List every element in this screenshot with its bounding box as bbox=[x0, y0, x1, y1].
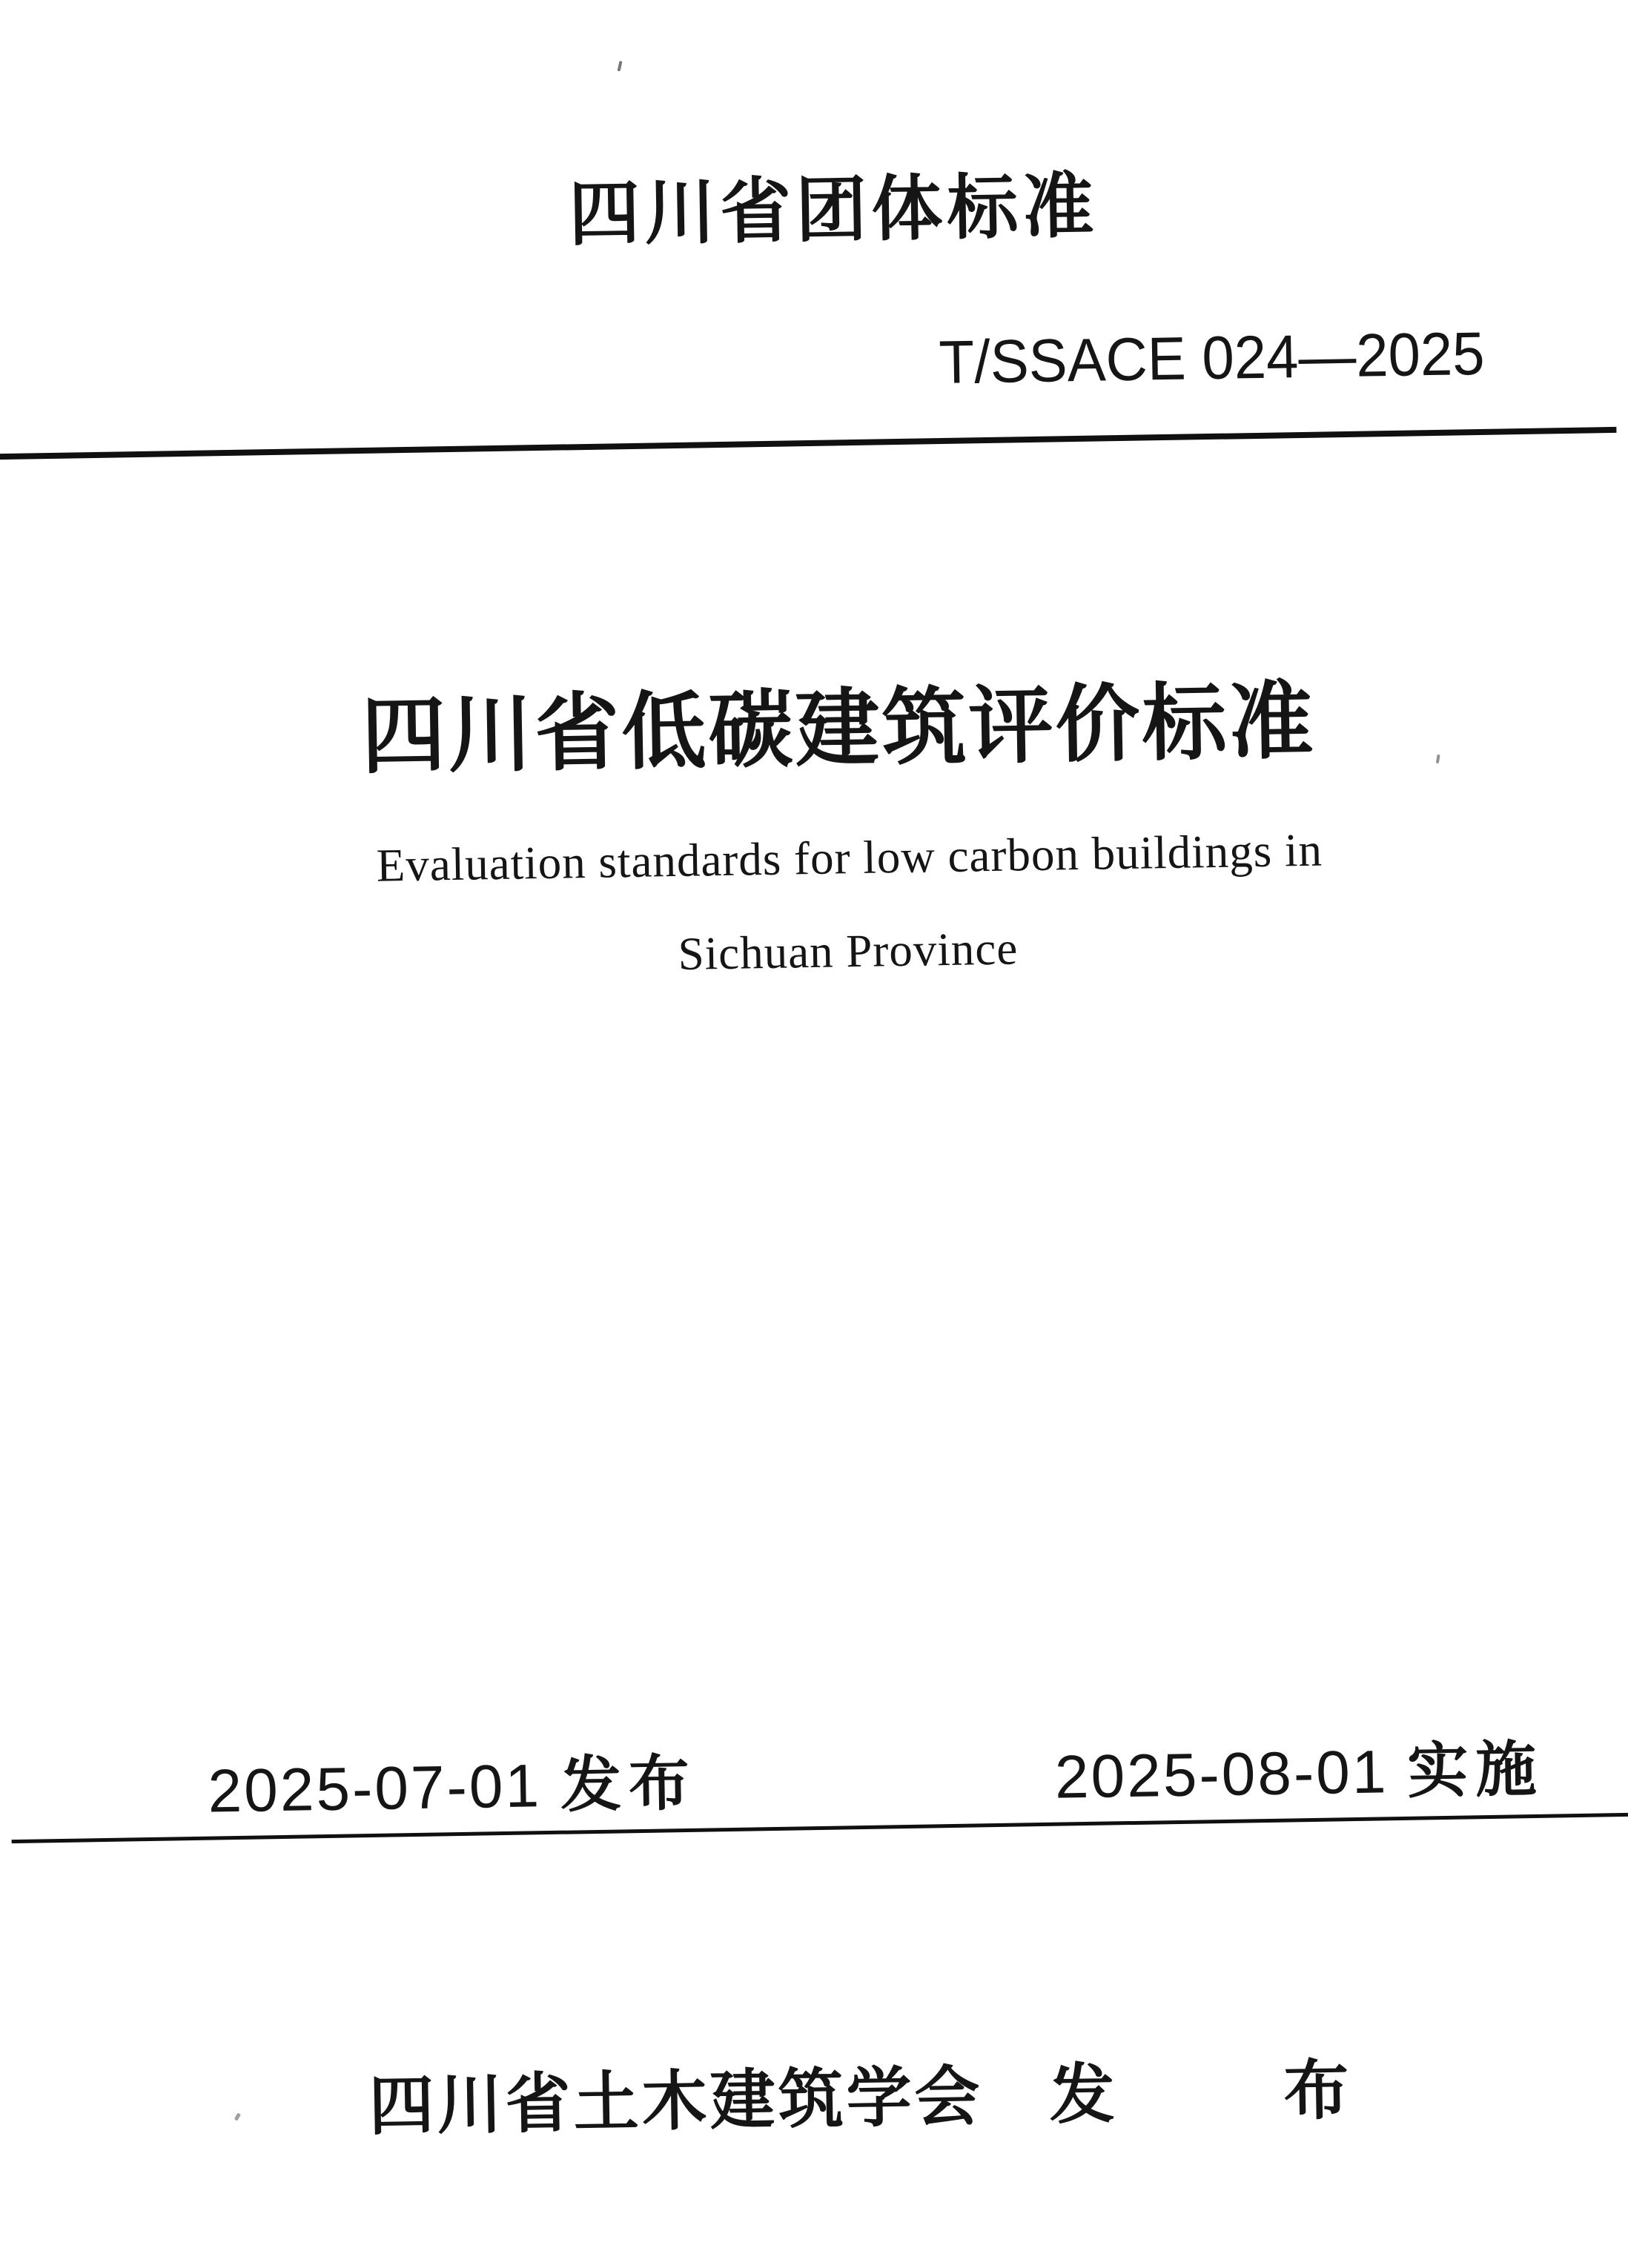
issue-label: 发布 bbox=[560, 1749, 698, 1820]
implementation-date: 2025-08-01 bbox=[1054, 1738, 1389, 1811]
implementation-date-row bbox=[1054, 1721, 1544, 1816]
issue-date: 2025-07-01 bbox=[207, 1752, 542, 1826]
scan-speckle bbox=[1436, 755, 1440, 763]
document-title-zh: 四川省低碳建筑评价标准 bbox=[360, 674, 1317, 785]
document-title-en-line2: Sichuan Province bbox=[678, 922, 1019, 981]
publisher-name: 四川省土木建筑学会 bbox=[368, 2059, 984, 2143]
scan-speckle bbox=[618, 61, 623, 72]
issue-date-row bbox=[208, 1735, 698, 1830]
horizontal-rule-top bbox=[0, 427, 1616, 460]
document-title-en-line1: Evaluation standards for low carbon buildings in bbox=[376, 823, 1323, 892]
scan-speckle bbox=[234, 2112, 241, 2121]
publisher-row bbox=[368, 2037, 1401, 2148]
implementation-label: 实施 bbox=[1406, 1735, 1545, 1806]
standard-number: T/SSACE 024—2025 bbox=[938, 319, 1486, 397]
publish-action-label: 发 布 bbox=[1048, 2052, 1402, 2132]
org-standard-label: 四川省团体标准 bbox=[568, 166, 1099, 255]
